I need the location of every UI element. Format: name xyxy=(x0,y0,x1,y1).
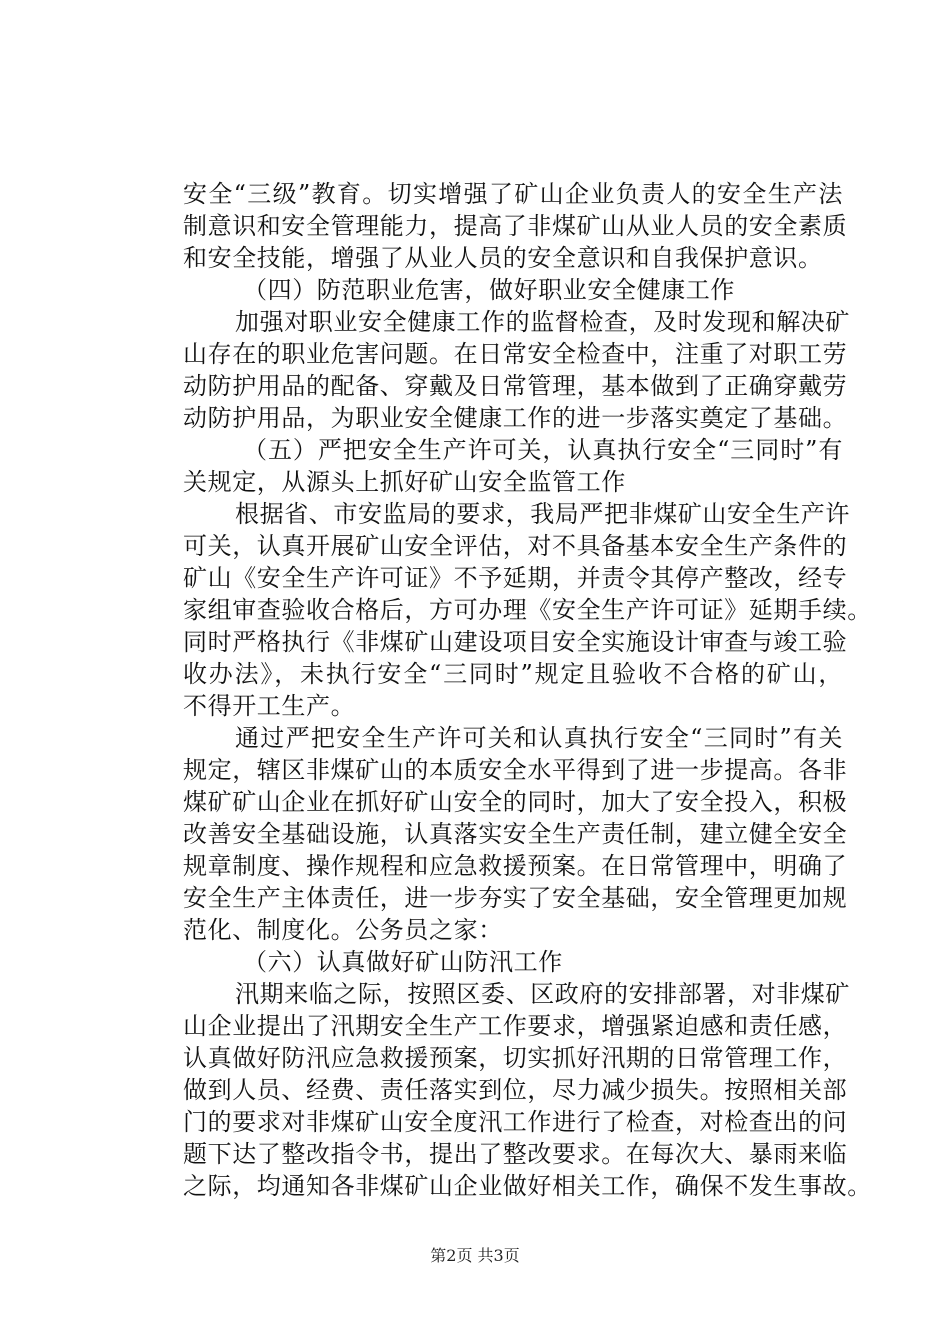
text-line: 可关，认真开展矿山安全评估，对不具备基本安全生产条件的 xyxy=(183,532,848,560)
document-body xyxy=(183,178,872,1202)
section-heading-4: （四）防范职业危害，做好职业安全健康工作 xyxy=(243,276,735,304)
text-line: 通过严把安全生产许可关和认真执行安全“三同时”有关 xyxy=(235,724,843,752)
text-line: 改善安全基础设施，认真落实安全生产责任制，建立健全安全 xyxy=(183,820,848,848)
text-line: 家组审查验收合格后，方可办理《安全生产许可证》延期手续。 xyxy=(183,596,872,624)
text-line: 门的要求对非煤矿山安全度汛工作进行了检查，对检查出的问 xyxy=(183,1108,848,1136)
text-line: 认真做好防汛应急救援预案，切实抓好汛期的日常管理工作， xyxy=(183,1044,848,1072)
text-line: 范化、制度化。公务员之家： xyxy=(183,916,503,944)
text-line: 汛期来临之际，按照区委、区政府的安排部署，对非煤矿 xyxy=(235,980,850,1008)
text-line: 收办法》，未执行安全“三同时”规定且验收不合格的矿山， xyxy=(183,660,843,688)
section-heading-5-cont: 关规定，从源头上抓好矿山安全监管工作 xyxy=(183,468,626,496)
text-line: 做到人员、经费、责任落实到位，尽力减少损失。按照相关部 xyxy=(183,1076,848,1104)
page-footer: 第2页 共3页 xyxy=(430,1246,520,1265)
text-line: 规章制度、操作规程和应急救援预案。在日常管理中，明确了 xyxy=(183,852,848,880)
text-line: 动防护用品的配备、穿戴及日常管理，基本做到了正确穿戴劳 xyxy=(183,372,848,400)
section-heading-6: （六）认真做好矿山防汛工作 xyxy=(243,948,563,976)
text-line: 山企业提出了汛期安全生产工作要求，增强紧迫感和责任感， xyxy=(183,1012,848,1040)
text-line: 煤矿矿山企业在抓好矿山安全的同时，加大了安全投入，积极 xyxy=(183,788,848,816)
text-line: 加强对职业安全健康工作的监督检查，及时发现和解决矿 xyxy=(235,308,850,336)
text-line: 动防护用品，为职业安全健康工作的进一步落实奠定了基础。 xyxy=(183,404,848,432)
text-line: 之际，均通知各非煤矿山企业做好相关工作，确保不发生事故。 xyxy=(183,1172,872,1200)
text-line: 安全生产主体责任，进一步夯实了安全基础，安全管理更加规 xyxy=(183,884,848,912)
text-line: 和安全技能，增强了从业人员的安全意识和自我保护意识。 xyxy=(183,244,823,272)
section-heading-5: （五）严把安全生产许可关，认真执行安全“三同时”有 xyxy=(243,436,843,464)
text-line: 制意识和安全管理能力，提高了非煤矿山从业人员的安全素质 xyxy=(183,212,848,240)
text-line: 安全“三级”教育。切实增强了矿山企业负责人的安全生产法 xyxy=(183,180,843,208)
text-line: 矿山《安全生产许可证》不予延期，并责令其停产整改，经专 xyxy=(183,564,848,592)
text-line: 题下达了整改指令书，提出了整改要求。在每次大、暴雨来临 xyxy=(183,1140,848,1168)
text-line: 根据省、市安监局的要求，我局严把非煤矿山安全生产许 xyxy=(235,500,850,528)
text-line: 山存在的职业危害问题。在日常安全检查中，注重了对职工劳 xyxy=(183,340,848,368)
text-line: 不得开工生产。 xyxy=(183,692,356,720)
text-line: 同时严格执行《非煤矿山建设项目安全实施设计审查与竣工验 xyxy=(183,628,848,656)
text-line: 规定，辖区非煤矿山的本质安全水平得到了进一步提高。各非 xyxy=(183,756,848,784)
